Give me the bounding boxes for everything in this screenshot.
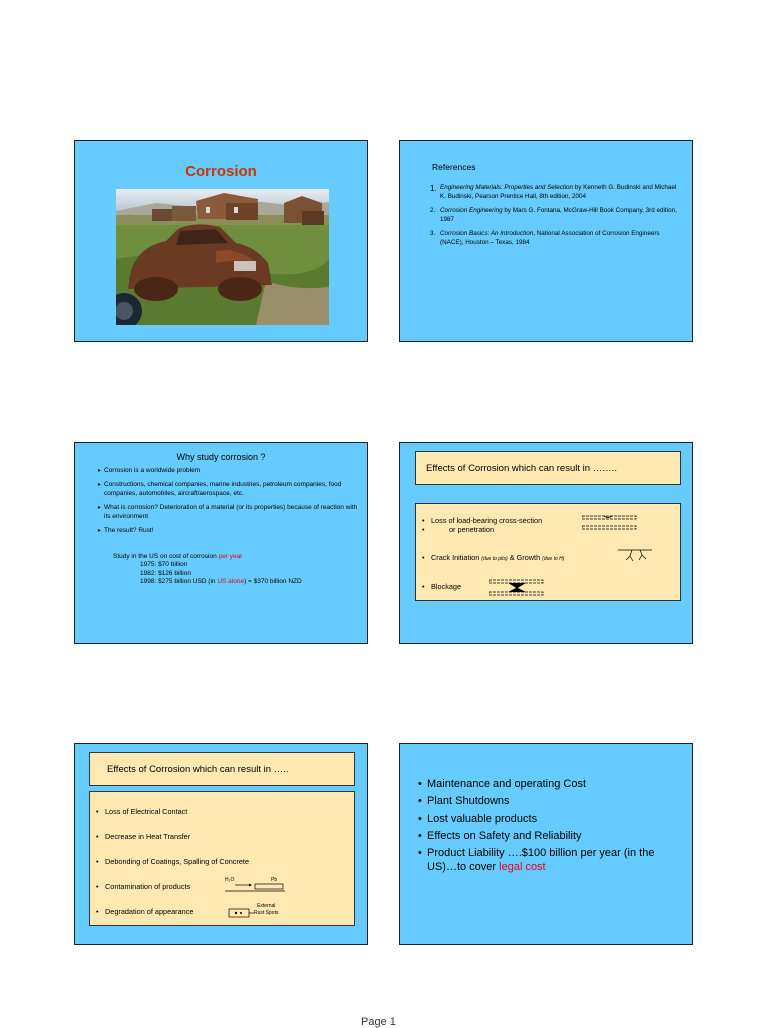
slide-corrosion-title: [74, 140, 368, 342]
slide-costs: [399, 743, 693, 945]
slide-title: Why study corrosion ?: [176, 452, 266, 462]
rust-spot-label: External Rust Spots: [254, 903, 279, 916]
cost-item: • Effects on Safety and Reliability: [418, 829, 582, 842]
point-item: ➤ Corrosion is a worldwide problem: [97, 467, 362, 475]
cost-item: • Plant Shutdowns: [418, 795, 510, 808]
blockage-diagram: [489, 578, 545, 598]
effects-header: Effects of Corrosion which can result in …..: [89, 752, 355, 786]
point-item: ➤ The result? Rust!: [97, 527, 362, 535]
reference-item: 3. Corrosion Basics: An Introduction, National Association of Corrosion Engineers (NACE), Houston – Texas, 1984: [430, 230, 660, 246]
cost-list: [418, 777, 686, 878]
reference-item: 2. Corrosion Engineering by Mars G. Fontana, McGraw-Hill Book Company, 3rd edition, 1987: [430, 207, 677, 223]
effects-box: [89, 791, 355, 926]
effect-item: • Loss of Electrical Contact: [96, 807, 188, 816]
point-item: ➤ Constructions, chemical companies, marine industries, petroleum companies, food companies, automobiles, aircraft/aerospace, etc.: [97, 481, 362, 498]
cost-item: • Maintenance and operating Cost: [418, 778, 586, 790]
slide-title: Corrosion: [185, 163, 257, 180]
cost-study: Study in the US on cost of corrosion per year 1975: $70 billion 1982: $126 billion 1998: $275 billion USD (in US alone) = $370 billion NZD: [113, 553, 302, 586]
effect-item: • Debonding of Coatings, Spalling of Concrete: [96, 857, 250, 866]
slide-why-study: [74, 442, 368, 644]
cost-item: • Lost valuable products: [418, 812, 538, 825]
crack-diagram: [618, 548, 652, 564]
page-number: Page 1: [361, 1016, 396, 1028]
effect-item: • Decrease in Heat Transfer: [96, 832, 191, 841]
effect-item: • Blockage: [422, 582, 462, 591]
effects-header: Effects of Corrosion which can result in ……..: [415, 451, 681, 485]
points-list: [97, 467, 362, 542]
point-item: ➤ What is corrosion? Deterioration of a material (or its properties) because of reaction with its environment: [97, 504, 362, 521]
effect-item: • or penetration: [422, 525, 495, 534]
rust-spot-diagram: [228, 907, 254, 919]
reference-item: 1. Engineering Materials: Properties and Selection by Kenneth G. Budinski and Michael K. Budinski, Pearson Prentice Hall, 8th edition, 2004: [430, 184, 677, 200]
slide-effects-2: [74, 743, 368, 945]
effects-box: [415, 503, 681, 601]
references-heading: References: [432, 162, 476, 172]
effect-item: • Loss of load-bearing cross-section: [422, 516, 543, 525]
cross-section-diagram: [582, 514, 638, 532]
effect-item: • Crack Initiation (due to pits) & Growth (due to H): [422, 553, 565, 562]
effect-item: • Contamination of products: [96, 882, 191, 891]
slide-effects-1: [399, 442, 693, 644]
contamination-diagram: H₂O Pb: [225, 877, 285, 893]
rusty-car-photo: [116, 189, 329, 325]
cost-item: • Product Liability ….$100 billion per year (in the US)…to cover legal cost: [418, 847, 655, 874]
references-list: [430, 184, 680, 253]
slide-references: [399, 140, 693, 342]
effect-item: • Degradation of appearance: [96, 907, 194, 916]
